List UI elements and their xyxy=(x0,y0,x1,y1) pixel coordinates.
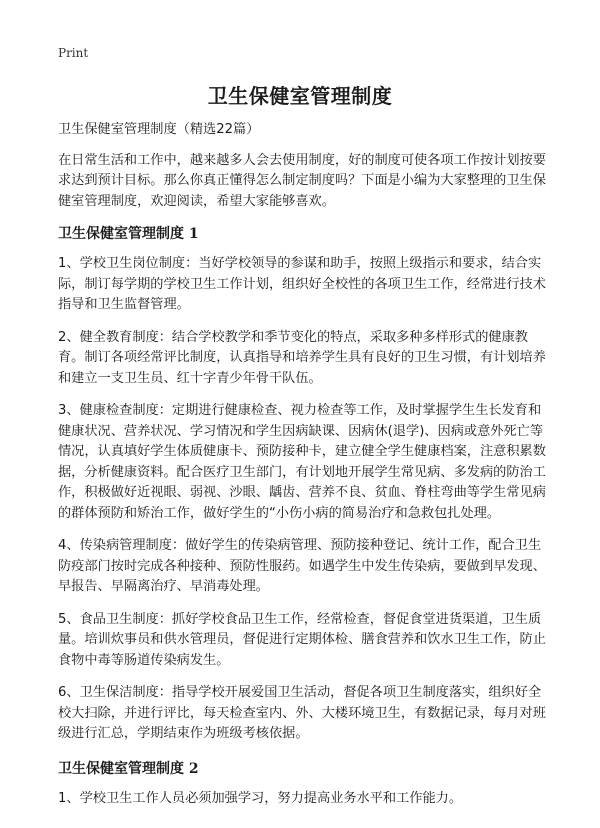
section-heading: 卫生保健室管理制度 1 xyxy=(58,226,199,242)
section-2 xyxy=(58,759,546,810)
document-body xyxy=(58,120,546,821)
intro-paragraph: 在日常生活和工作中，越来越多人会去使用制度，好的制度可使各项工作按计划按要求达到预计目标。那么你真正懂得怎么制定制度吗？下面是小编为大家整理的卫生保健室管理制度，欢迎阅读，希望大家能够喜欢。 xyxy=(58,152,546,209)
list-item: 5、食品卫生制度：抓好学校食品卫生工作，经常检查，督促食堂进货渠道，卫生质量。培训炊事员和供水管理员，督促进行定期体检、膳食营养和饮水卫生工作，防止食物中毒等肠道传染病发生。 xyxy=(58,611,546,668)
list-item: 6、卫生保洁制度：指导学校开展爱国卫生活动，督促各项卫生制度落实，组织好全校大扫除，并进行评比，每天检查室内、外、大楼环境卫生，有数据记录，每月对班级进行汇总，学期结束作为班级考核依据。 xyxy=(58,685,546,741)
list-item: 1、学校卫生岗位制度：当好学校领导的参谋和助手，按照上级指示和要求，结合实际，制订每学期的学校卫生工作计划，组织好全校性的各项卫生工作，经常进行技术指导和卫生监督管理。 xyxy=(58,256,546,312)
section-heading: 卫生保健室管理制度 2 xyxy=(58,760,199,777)
list-item: 2、健全教育制度：结合学校教学和季节变化的特点，采取多种多样形式的健康教育。制订各项经常评比制度，认真指导和培养学生具有良好的卫生习惯，有计划培养和建立一支卫生员、红十字青少年骨干队伍。 xyxy=(58,329,546,386)
section-1 xyxy=(58,224,546,745)
list-item: 4、传染病管理制度：做好学生的传染病管理、预防接种登记、统计工作，配合卫生防疫部门按时完成各种接种、预防性服药。如遇学生中发生传染病，要做到早发现、早报告、早隔离治疗、早消毒处理。 xyxy=(58,538,546,594)
print-link[interactable]: Print xyxy=(58,46,89,60)
list-item: 3、健康检查制度：定期进行健康检查、视力检查等工作，及时掌握学生生长发育和健康状况、营养状况、学习情况和学生因病缺课、因病休(退学)、因病或意外死亡等情况，认真填好学生体质健康卡、预防接种卡，建立健全学生健康档案，注意积累数据，分析健康资料。配合医疗卫生部门，有计划地开展学生常见病、多发病的防治工作，积极做好近视眼、弱视、沙眼、龋齿、营养不良、贫血、脊柱弯曲等学生常见病的群体预防和矫治工作，做好学生的“小伤小病的简易治疗和急救包扎处理。 xyxy=(58,403,546,521)
document-subtitle: 卫生保健室管理制度（精选22篇） xyxy=(58,122,260,137)
document-title: 卫生保健室管理制度 xyxy=(207,84,393,108)
list-item: 1、学校卫生工作人员必须加强学习，努力提高业务水平和工作能力。 xyxy=(58,790,463,806)
